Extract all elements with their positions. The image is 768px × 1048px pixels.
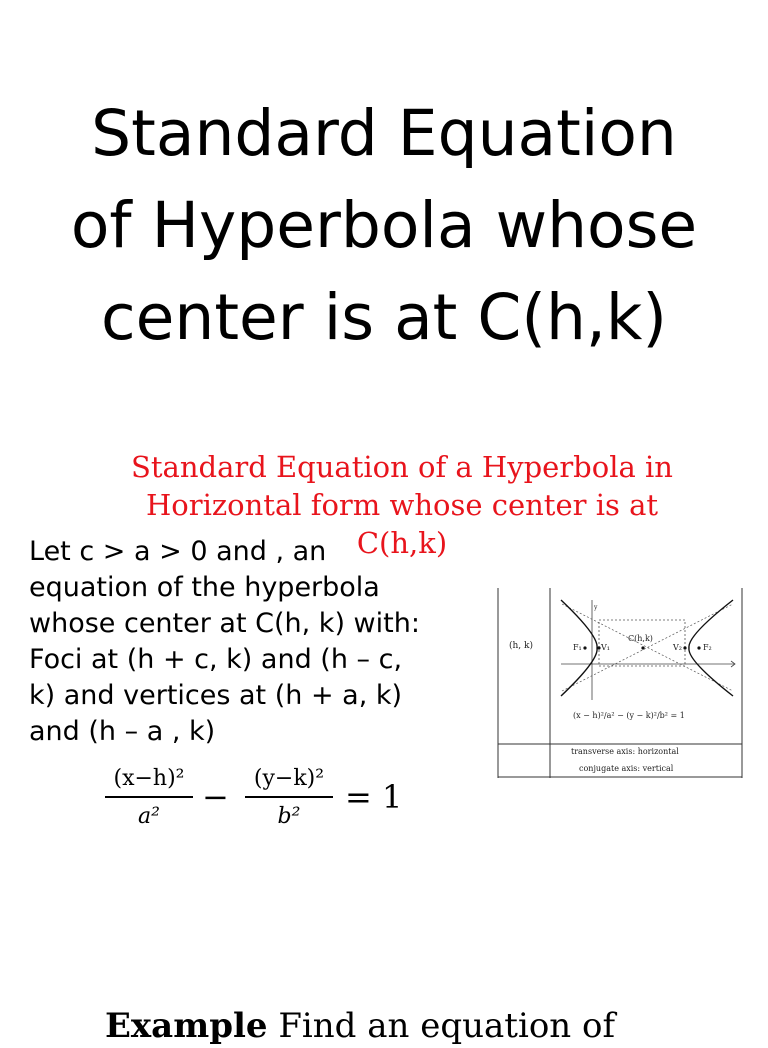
formula-term1-numerator: (x−h)² — [113, 766, 185, 791]
body-line-2: equation of the hyperbola — [29, 572, 380, 603]
title-line-1: Standard Equation — [91, 97, 677, 170]
focus-2-label: F₂ — [703, 643, 712, 652]
body-line-4: Foci at (h + c, k) and (h – c, — [29, 644, 403, 675]
y-axis-label: y — [594, 604, 598, 611]
transverse-axis-text: transverse axis: horizontal — [571, 747, 679, 756]
body-line-3: whose center at C(h, k) with: — [29, 608, 420, 639]
formula-term-x — [105, 762, 193, 832]
subheading-line-1: Standard Equation of a Hyperbola in — [131, 450, 673, 484]
body-line-5: k) and vertices at (h + a, k) — [29, 680, 403, 711]
title-line-3: center is at C(h,k) — [101, 281, 667, 354]
formula-term2-numerator: (y−k)² — [253, 766, 325, 791]
red-subheading — [72, 448, 732, 562]
figure-equation: (x − h)²/a² − (y − k)²/b² = 1 — [573, 711, 685, 720]
example-text: Find an equation of — [267, 1006, 616, 1046]
conjugate-axis-text: conjugate axis: vertical — [579, 764, 674, 773]
center-point — [641, 646, 644, 649]
vertex-2-point — [683, 646, 686, 649]
example-line — [105, 1004, 725, 1048]
body-line-1: Let c > a > 0 and , an — [29, 536, 327, 567]
body-text — [29, 534, 499, 750]
focus-1-point — [583, 646, 586, 649]
center-label: (h, k) — [509, 641, 533, 651]
focus-2-point — [697, 646, 700, 649]
formula-rhs: = 1 — [345, 778, 403, 816]
formula-term2-denominator: b² — [277, 804, 301, 829]
formula-minus: − — [202, 778, 229, 816]
example-label: Example — [105, 1006, 268, 1046]
subheading-line-3: C(h,k) — [356, 526, 448, 560]
body-line-6: and (h – a , k) — [29, 716, 216, 747]
slide-title — [0, 88, 768, 364]
title-line-2: of Hyperbola whose — [70, 189, 698, 262]
formula-term1-denominator: a² — [138, 804, 160, 829]
focus-1-label: F₁ — [573, 643, 582, 652]
subheading-line-2: Horizontal form whose center is at — [145, 488, 659, 522]
hyperbola-figure — [497, 578, 745, 778]
center-c-label: C(h,k) — [628, 634, 653, 643]
formula-term-y — [245, 762, 333, 832]
hyperbola-formula — [105, 762, 425, 836]
vertex-2-label: V₂ — [673, 643, 682, 652]
hyperbola-diagram — [497, 578, 745, 778]
vertex-1-label: V₁ — [601, 643, 610, 652]
